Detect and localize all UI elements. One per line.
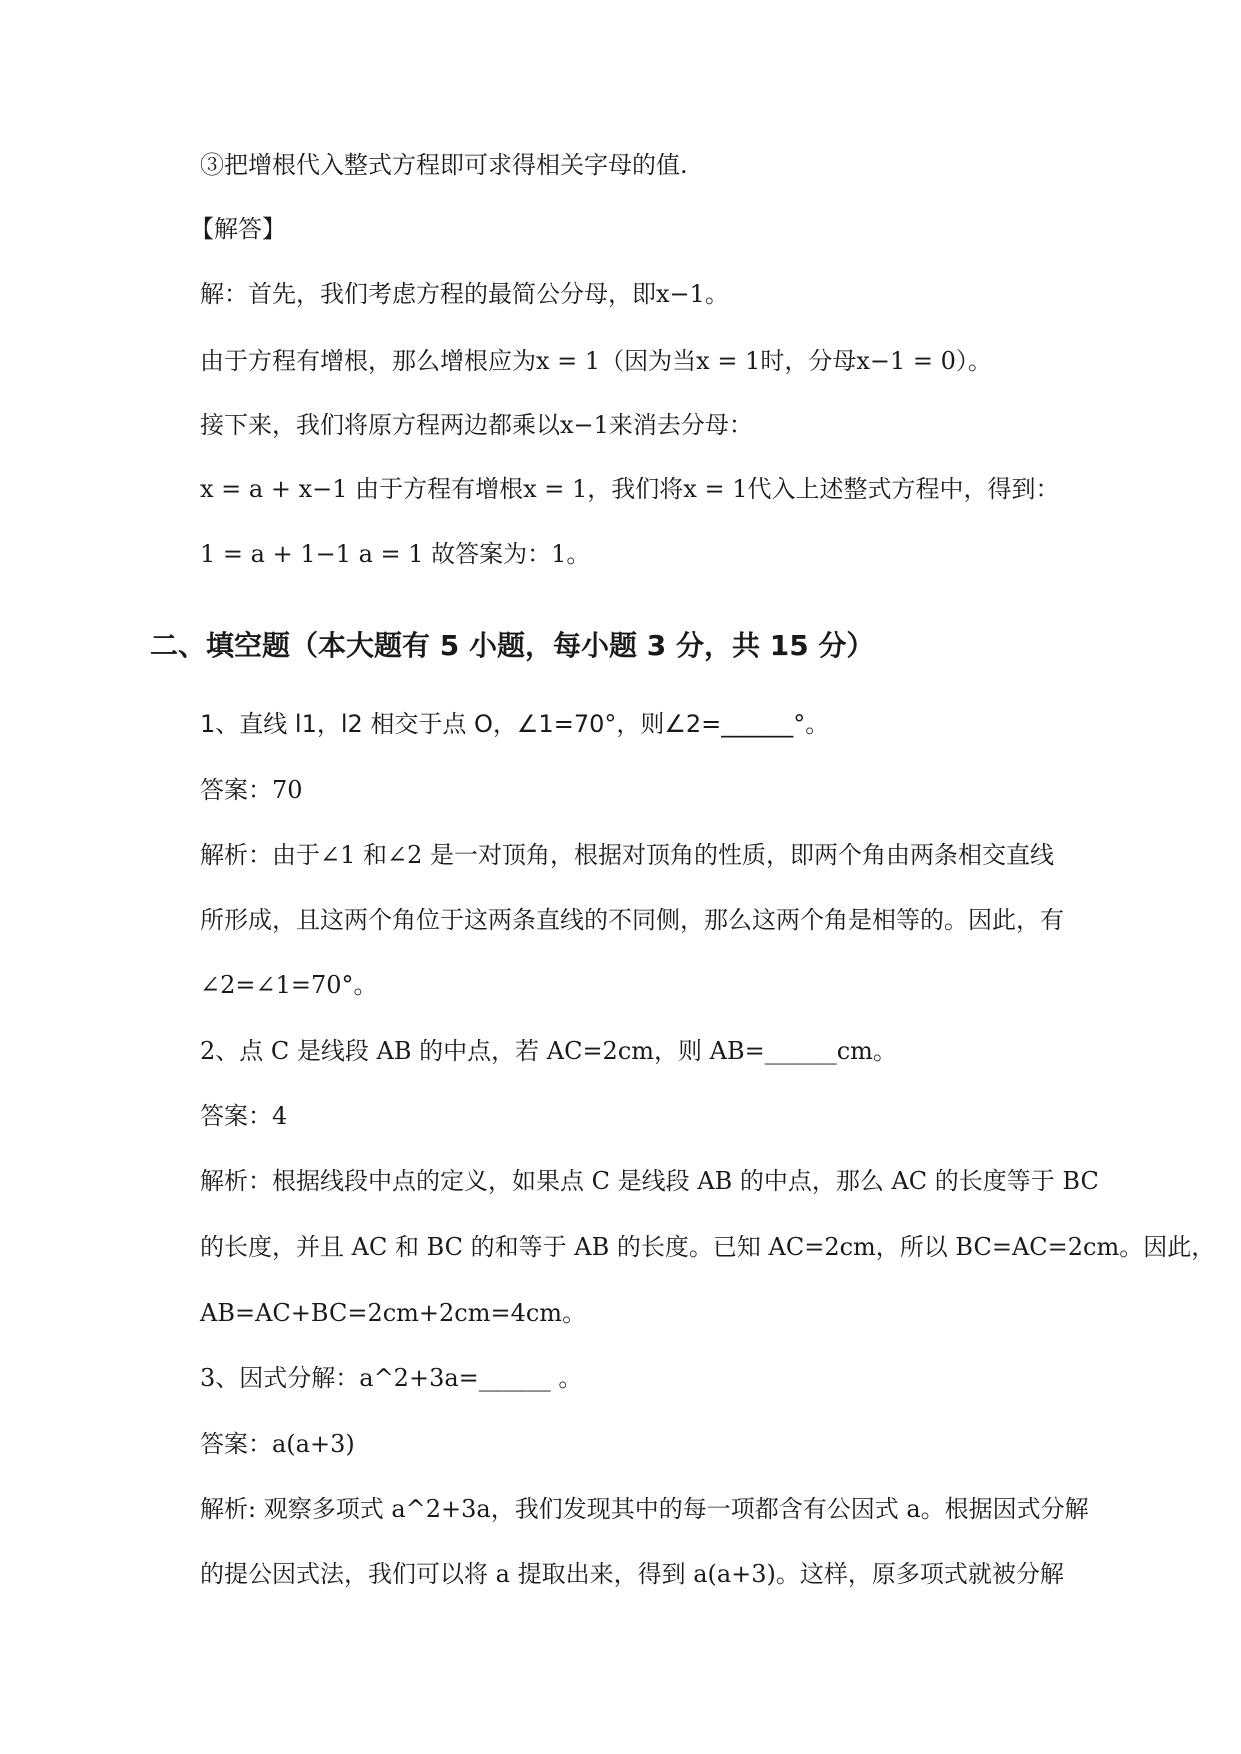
solution-line-2: 由于方程有增根，那么增根应为x = 1（因为当x = 1时，分母x−1 = 0）。 (200, 347, 992, 375)
answer-heading: 【解答】 (190, 215, 286, 243)
solution-line-1: 解：首先，我们考虑方程的最简公分母，即x−1。 (200, 280, 729, 308)
section-title: 二、填空题（本大题有 5 小题，每小题 3 分，共 15 分） (150, 629, 875, 662)
question-1-answer: 答案：70 (200, 776, 303, 804)
solution-line-4: x = a + x−1 由于方程有增根x = 1，我们将x = 1代入上述整式方程中，得到： (200, 475, 1060, 503)
question-3-text: 3、因式分解：a^2+3a=______ 。 (200, 1364, 583, 1392)
question-2-analysis-line-2: 的长度，并且 AC 和 BC 的和等于 AB 的长度。已知 AC=2cm，所以 BC=AC=2cm。因此， (200, 1233, 1216, 1261)
question-2-analysis-line-1: 解析：根据线段中点的定义，如果点 C 是线段 AB 的中点，那么 AC 的长度等于 BC (200, 1167, 1099, 1195)
question-3-answer: 答案：a(a+3) (200, 1430, 355, 1458)
question-1-analysis-line-2: 所形成，且这两个角位于这两条直线的不同侧，那么这两个角是相等的。因此，有 (200, 906, 1064, 934)
question-2-analysis-line-3: AB=AC+BC=2cm+2cm=4cm。 (200, 1299, 587, 1327)
question-2-answer: 答案：4 (200, 1102, 288, 1130)
question-3-analysis-line-2: 的提公因式法，我们可以将 a 提取出来，得到 a(a+3)。这样，原多项式就被分解 (200, 1560, 1064, 1588)
question-3-analysis-line-1: 解析: 观察多项式 a^2+3a，我们发现其中的每一项都含有公因式 a。根据因式分解 (200, 1495, 1089, 1523)
solution-line-5: 1 = a + 1−1 a = 1 故答案为：1。 (200, 540, 591, 568)
solution-line-3: 接下来，我们将原方程两边都乘以x−1来消去分母： (200, 411, 753, 439)
question-2-text: 2、点 C 是线段 AB 的中点，若 AC=2cm，则 AB=______cm。 (200, 1037, 897, 1065)
question-1-analysis-line-3: ∠2=∠1=70°。 (200, 971, 378, 999)
question-1-analysis-line-1: 解析：由于∠1 和∠2 是一对顶角，根据对顶角的性质，即两个角由两条相交直线 (200, 841, 1055, 869)
solution-step-3: ③把增根代入整式方程即可求得相关字母的值. (200, 151, 688, 179)
question-1-text: 1、直线 l1，l2 相交于点 O，∠1=70°，则∠2=______°。 (200, 710, 830, 738)
